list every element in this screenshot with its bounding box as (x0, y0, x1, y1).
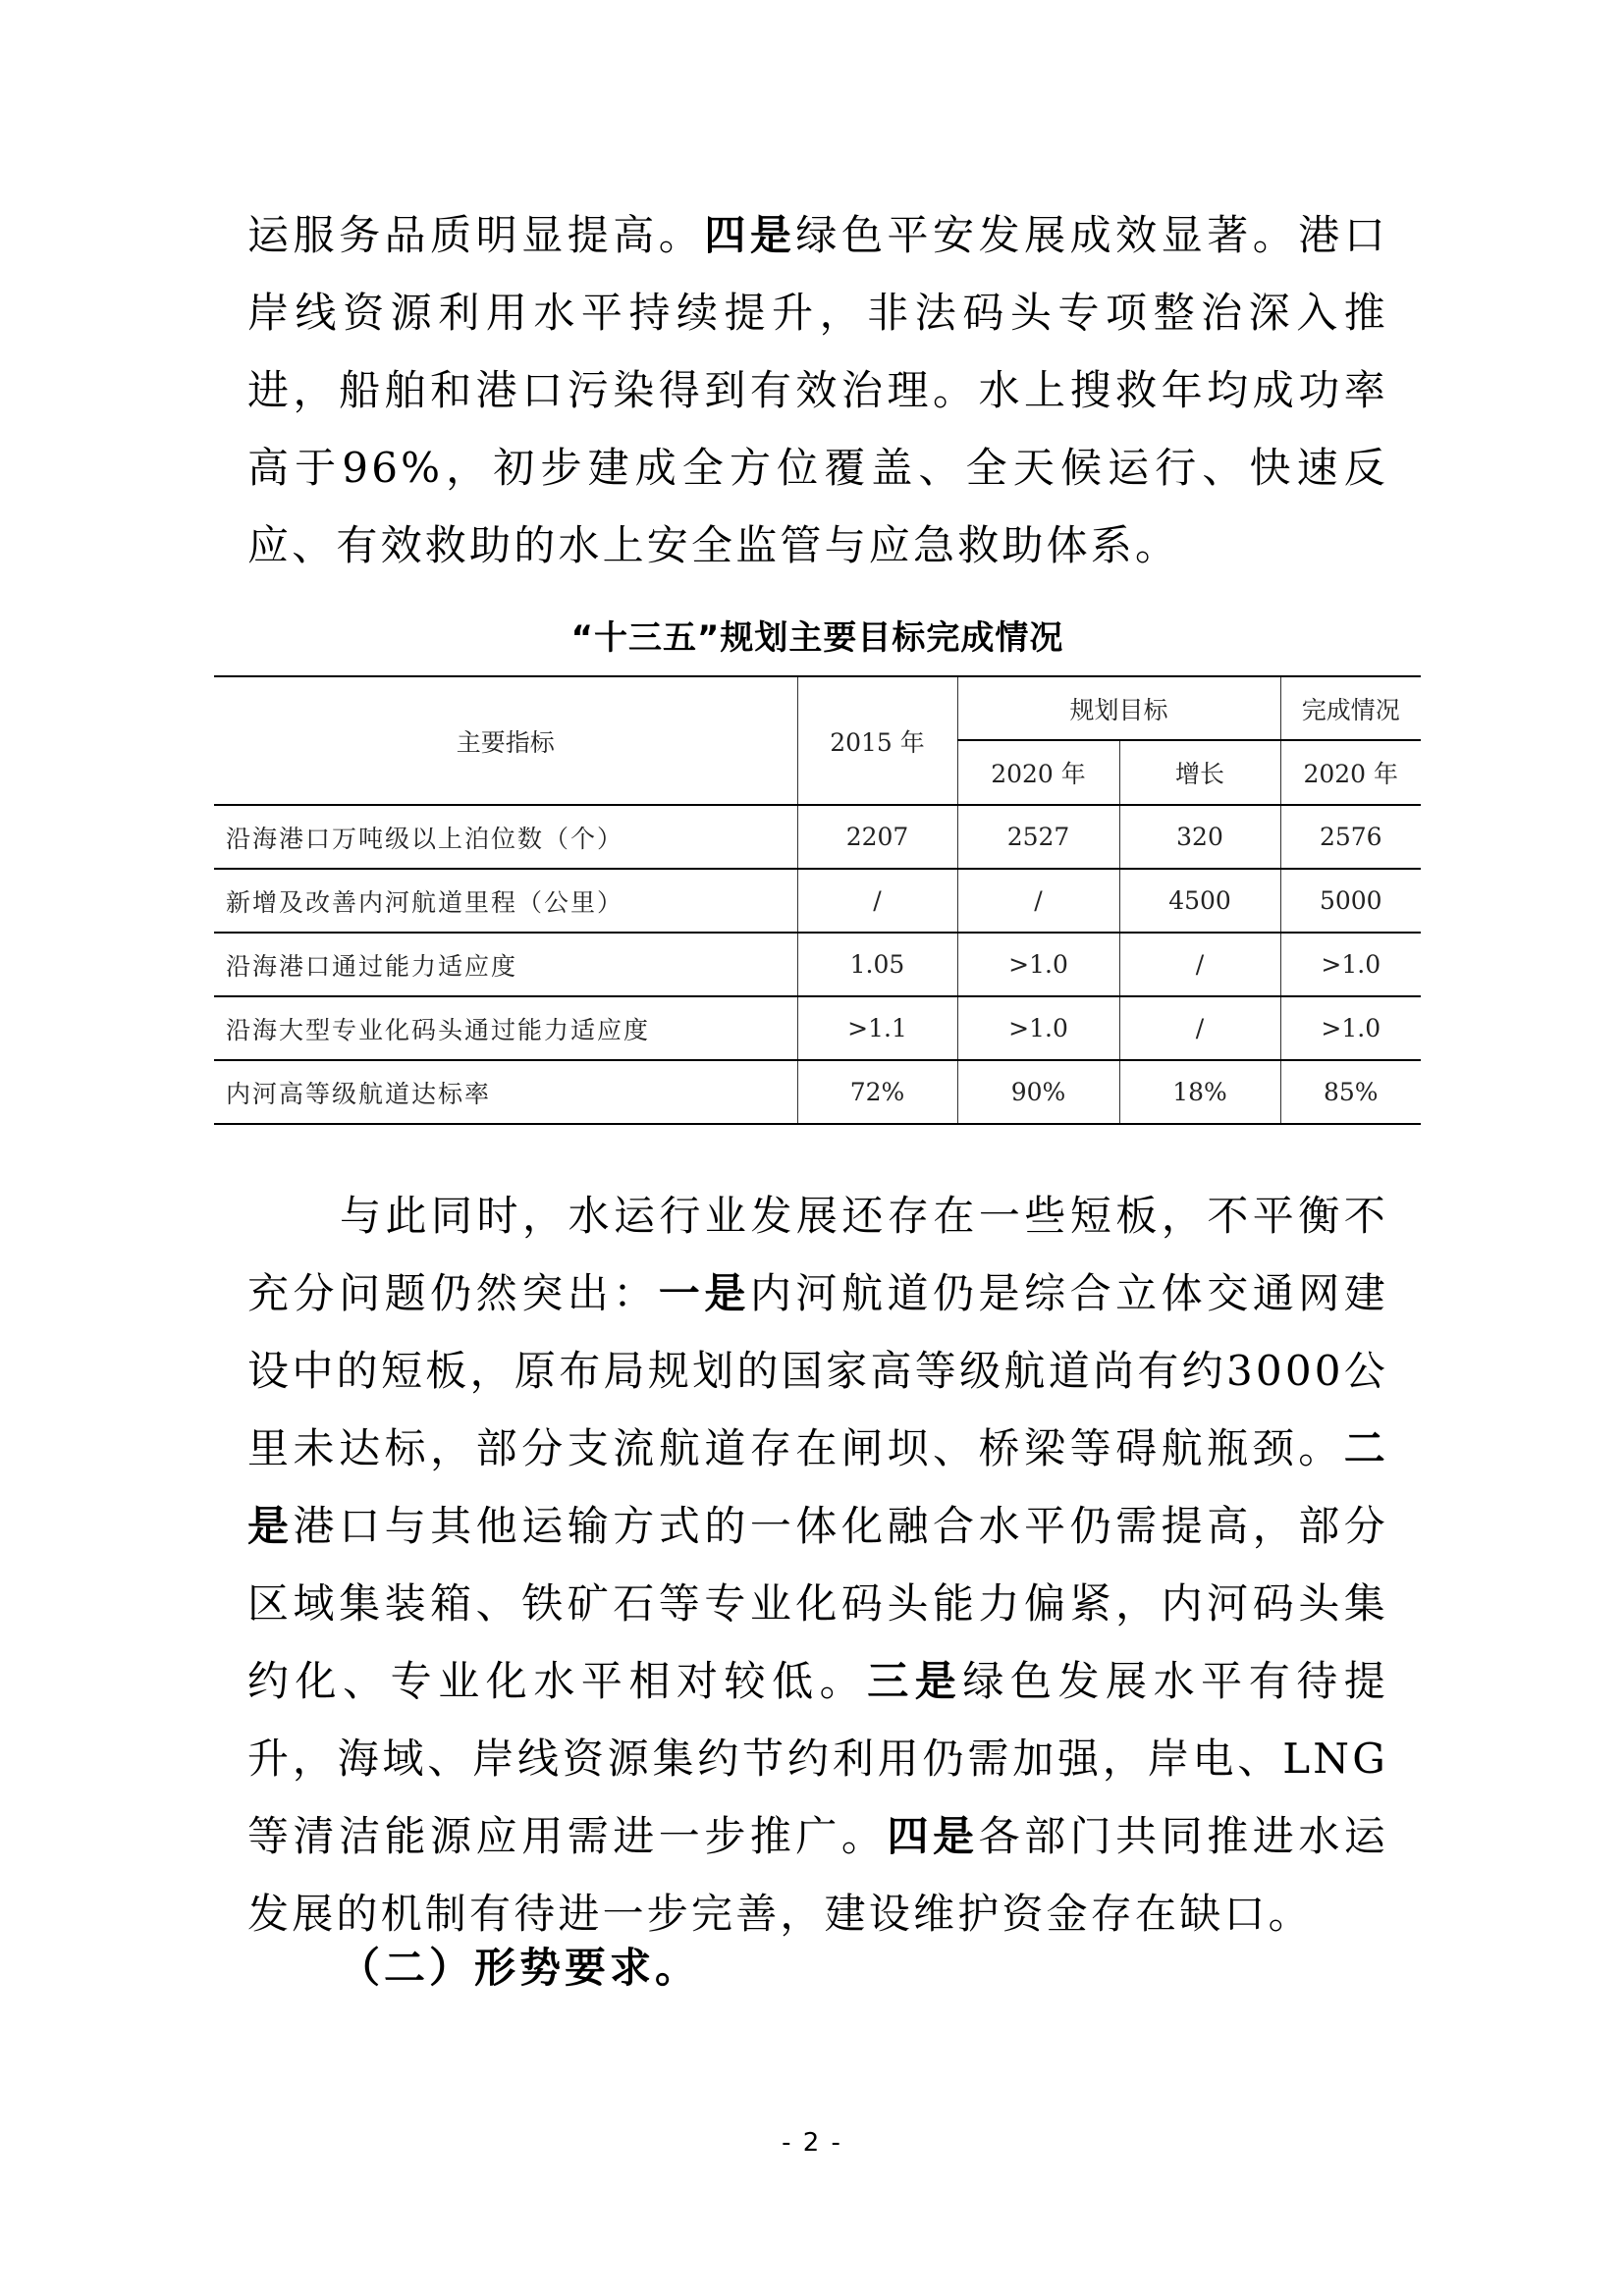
cell-plan-2020: 2527 (957, 805, 1119, 869)
header-actual: 完成情况 (1280, 676, 1421, 740)
header-indicator: 主要指标 (214, 676, 797, 805)
cell-indicator: 沿海港口万吨级以上泊位数（个） (214, 805, 797, 869)
cell-growth: 18% (1119, 1060, 1280, 1124)
cell-indicator: 内河高等级航道达标率 (214, 1060, 797, 1124)
header-plan-target: 规划目标 (957, 676, 1280, 740)
table-row (214, 1060, 1421, 1124)
table-row (214, 996, 1421, 1060)
emphasis-third: 三是 (867, 1657, 963, 1705)
cell-actual-2020: 85% (1280, 1060, 1421, 1124)
cell-2015: 72% (797, 1060, 957, 1124)
cell-growth: / (1119, 933, 1280, 996)
cell-2015: 1.05 (797, 933, 957, 996)
text-segment: 各部门共同推进水运发展的机制有待进一步完善，建设维护资金存在缺口。 (247, 1812, 1388, 1938)
text-segment: 与此同时，水运行业发展还存在一些短板，不平衡不充分问题仍然突出： (247, 1192, 1388, 1317)
cell-indicator: 新增及改善内河航道里程（公里） (214, 869, 797, 933)
header-actual-2020: 2020 年 (1280, 740, 1421, 805)
header-2015: 2015 年 (797, 676, 957, 805)
cell-2015: 2207 (797, 805, 957, 869)
header-plan-growth: 增长 (1119, 740, 1280, 805)
table-title: “十三五”规划主要目标完成情况 (570, 618, 1064, 658)
cell-actual-2020: 5000 (1280, 869, 1421, 933)
cell-growth: 4500 (1119, 869, 1280, 933)
cell-growth: 320 (1119, 805, 1280, 869)
header-plan-2020: 2020 年 (957, 740, 1119, 805)
cell-plan-2020: 90% (957, 1060, 1119, 1124)
cell-actual-2020: >1.0 (1280, 996, 1421, 1060)
emphasis-fourth: 四是 (887, 1812, 979, 1860)
table-row (214, 869, 1421, 933)
text-segment: 运服务品质明显提高。 (247, 211, 705, 259)
cell-2015: / (797, 869, 957, 933)
text-segment: 绿色平安发展成效显著。港口岸线资源利用水平持续提升，非法码头专项整治深入推进，船舶和港口污染得到有效治理。水上搜救年均成功率高于96%，初步建成全方位覆盖、全天候运行、快速反应、有效救助的水上安全监管与应急救助体系。 (247, 211, 1388, 569)
cell-2015: >1.1 (797, 996, 957, 1060)
cell-plan-2020: >1.0 (957, 933, 1119, 996)
goals-table (214, 675, 1421, 1125)
cell-actual-2020: >1.0 (1280, 933, 1421, 996)
cell-indicator: 沿海港口通过能力适应度 (214, 933, 797, 996)
cell-indicator: 沿海大型专业化码头通过能力适应度 (214, 996, 797, 1060)
emphasis-fourth: 四是 (704, 211, 796, 259)
paragraph-achievements (247, 196, 1388, 584)
emphasis-second: 二是 (247, 1424, 1388, 1550)
text-segment: 内河航道仍是综合立体交通网建设中的短板，原布局规划的国家高等级航道尚有约3000公里未达标，部分支流航道存在闸坝、桥梁等碍航瓶颈。 (247, 1269, 1388, 1472)
page-number: - 2 - (782, 2128, 842, 2158)
cell-plan-2020: >1.0 (957, 996, 1119, 1060)
text-segment: 港口与其他运输方式的一体化融合水平仍需提高，部分区域集装箱、铁矿石等专业化码头能力偏紧，内河码头集约化、专业化水平相对较低。 (247, 1502, 1388, 1705)
cell-actual-2020: 2576 (1280, 805, 1421, 869)
emphasis-first: 一是 (658, 1269, 750, 1317)
section-heading: （二）形势要求。 (339, 1944, 701, 1992)
cell-plan-2020: / (957, 869, 1119, 933)
table-row (214, 805, 1421, 869)
cell-growth: / (1119, 996, 1280, 1060)
paragraph-shortcomings (247, 1177, 1388, 1952)
text-segment: 绿色发展水平有待提升，海域、岸线资源集约节约利用仍需加强，岸电、LNG等清洁能源应用需进一步推广。 (247, 1657, 1389, 1860)
table-row (214, 933, 1421, 996)
